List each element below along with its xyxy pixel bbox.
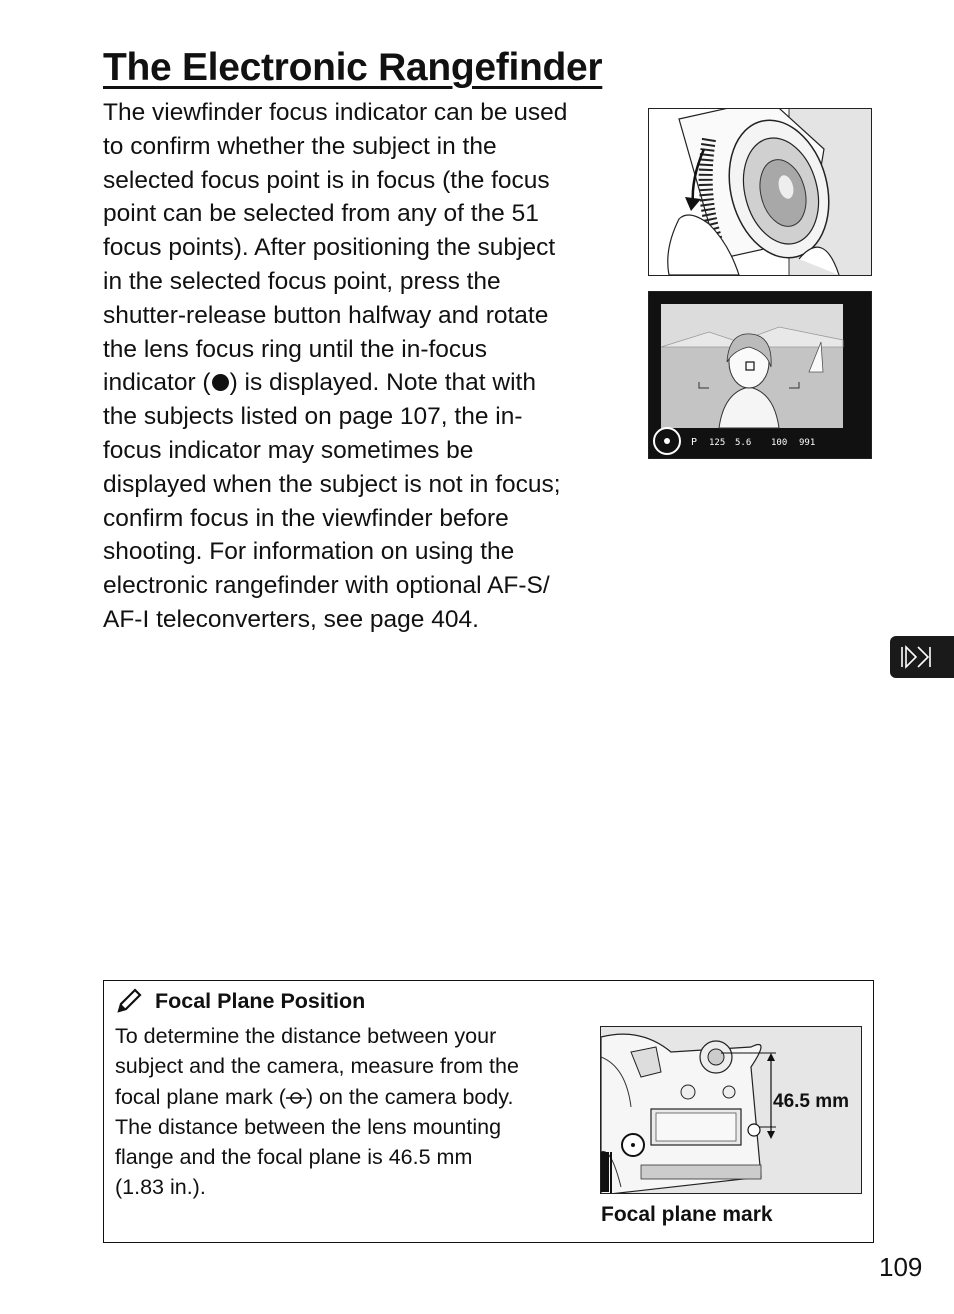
viewfinder-illustration (648, 291, 872, 459)
body-line: in the selected focus point, press the (103, 267, 501, 295)
note-line-part: ) on the camera body. (305, 1084, 514, 1109)
body-line: selected focus point is in focus (the focus (103, 166, 550, 194)
body-line-part: ) is displayed. Note that with (229, 369, 536, 397)
note-line: subject and the camera, measure from the (115, 1054, 519, 1079)
note-box (103, 980, 874, 1243)
viewfinder-drawing (649, 292, 871, 458)
body-paragraph (103, 96, 623, 637)
dimension-label: 46.5 mm (773, 1091, 850, 1112)
body-line: focus points). After positioning the subject (103, 234, 556, 262)
body-line-indicator (103, 366, 623, 400)
note-line: The distance between the lens mounting (115, 1114, 502, 1139)
lens-drawing (649, 109, 871, 275)
body-line: shutter-release button halfway and rotate (103, 301, 549, 329)
note-title: Focal Plane Position (155, 989, 366, 1013)
focal-plane-mark-icon (286, 1090, 306, 1106)
note-paragraph (115, 1021, 575, 1203)
chapter-tab (890, 636, 954, 678)
focal-plane-mark-label: Focal plane mark (601, 1203, 773, 1226)
body-line: electronic rangefinder with optional AF-S/ (103, 572, 550, 600)
vf-iso-readout: 100 (771, 438, 788, 448)
page-title: The Electronic Rangefinder (103, 46, 603, 89)
body-line: displayed when the subject is not in focus; (103, 470, 561, 498)
body-line: AF-I teleconverters, see page 404. (103, 605, 479, 633)
vf-frames-readout: 991 (799, 438, 816, 448)
body-line: to confirm whether the subject in the (103, 132, 497, 160)
body-line: point can be selected from any of the 51 (103, 200, 539, 228)
page-number: 109 (879, 1252, 923, 1282)
body-line: confirm focus in the viewfinder before (103, 504, 509, 532)
vf-shutter-readout: 125 (709, 438, 726, 448)
note-line-part: focal plane mark ( (115, 1084, 286, 1109)
body-line: the lens focus ring until the in-focus (103, 335, 488, 363)
lens-focus-ring-illustration (648, 108, 872, 276)
in-focus-indicator-icon (212, 374, 229, 391)
body-line: focus indicator may sometimes be (103, 436, 474, 464)
body-line: the subjects listed on page 107, the in- (103, 403, 523, 431)
note-line-mark (115, 1082, 575, 1112)
vf-mode-readout: P (691, 437, 698, 448)
body-line: shooting. For information on using the (103, 538, 515, 566)
pencil-note-icon (115, 987, 145, 1013)
note-line: (1.83 in.). (115, 1175, 206, 1200)
vf-aperture-readout: 5.6 (735, 438, 752, 448)
note-line: flange and the focal plane is 46.5 mm (115, 1145, 473, 1170)
note-line: To determine the distance between your (115, 1024, 497, 1048)
body-line-part: indicator ( (103, 369, 211, 397)
focus-chapter-icon (900, 645, 934, 669)
body-line: The viewfinder focus indicator can be used (103, 99, 568, 126)
